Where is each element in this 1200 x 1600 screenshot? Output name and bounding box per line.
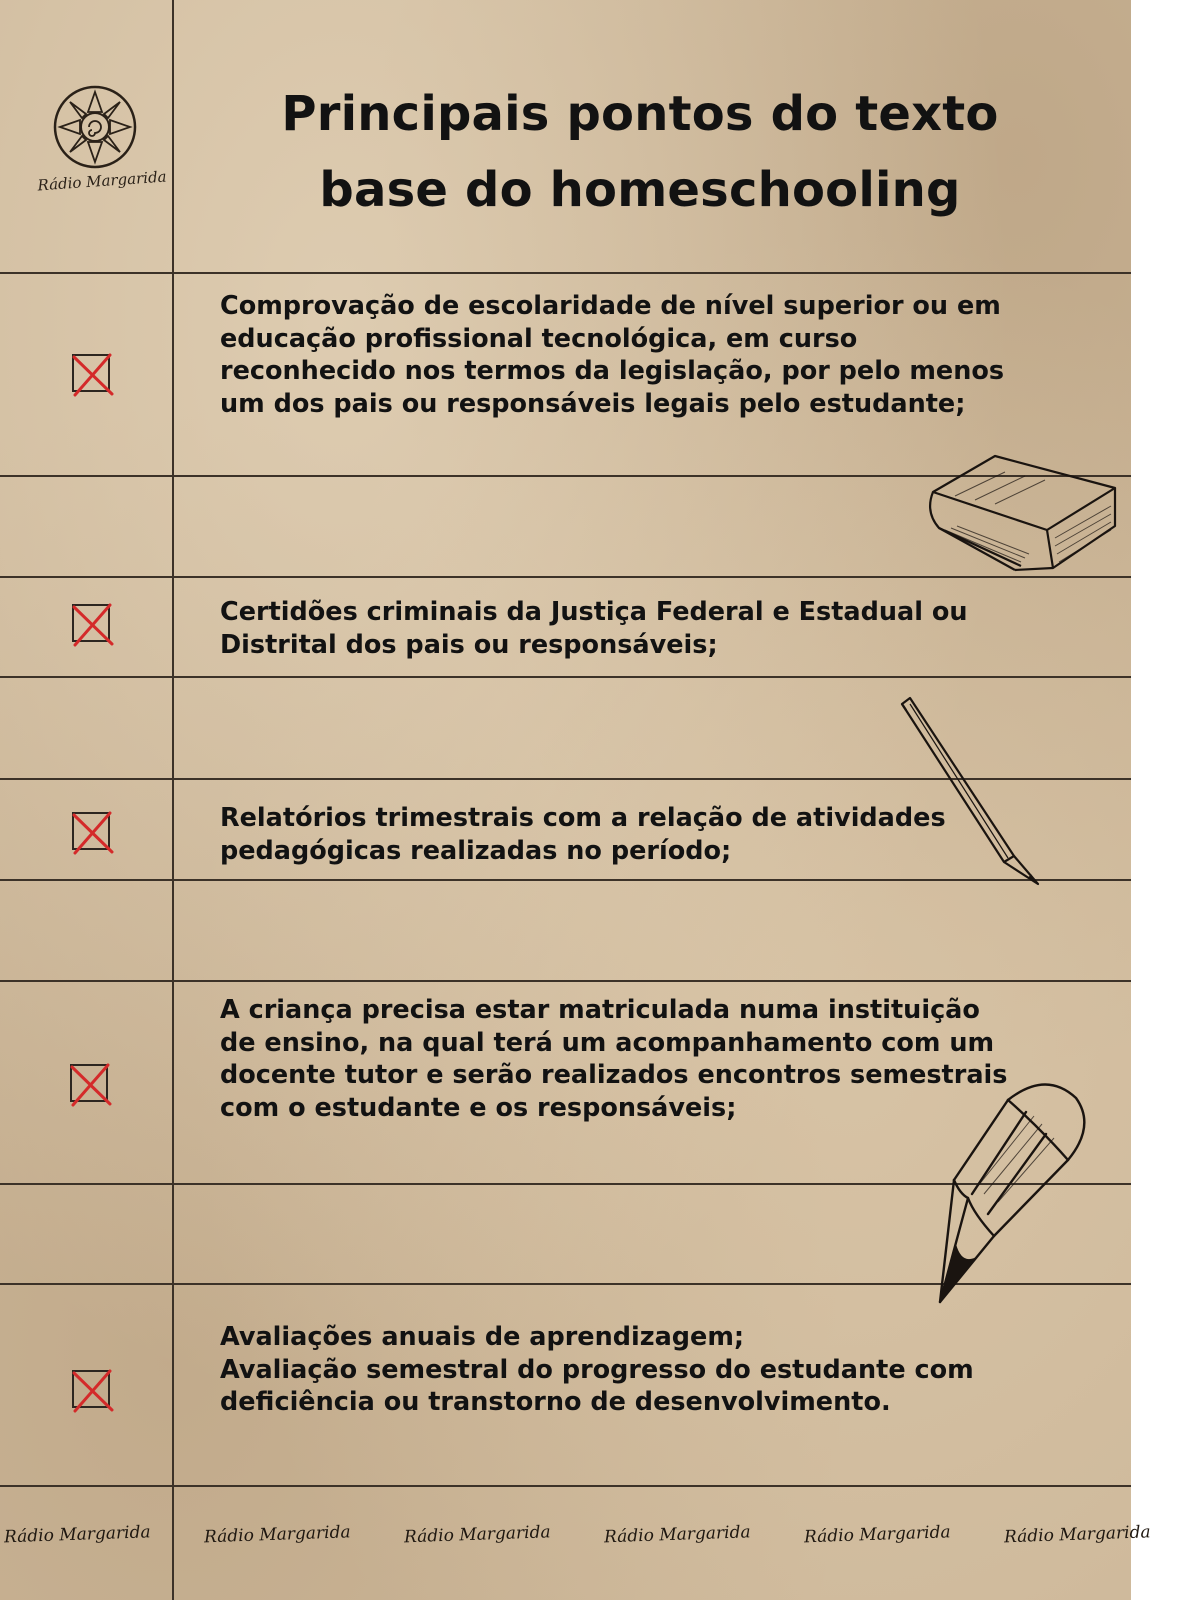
checked-box-icon xyxy=(68,1062,114,1108)
list-item-line: Avaliação semestral do progresso do estudante com deficiência ou transtorno de desenvolvimento. xyxy=(220,1354,974,1417)
brand-logo xyxy=(14,84,169,204)
rule-line xyxy=(0,676,1131,678)
footer-brand: Rádio Margarida xyxy=(3,1522,151,1548)
footer-brand: Rádio Margarida xyxy=(803,1522,951,1548)
list-item: A criança precisa estar matriculada numa instituição de ensino, na qual terá um acompanhamento com um docente tutor e serão realizados encontros semestrais com o estudante e os responsáveis; xyxy=(220,995,1008,1123)
list-item: Relatórios trimestrais com a relação de atividades pedagógicas realizadas no período; xyxy=(220,803,946,866)
list-item: Comprovação de escolaridade de nível superior ou em educação profissional tecnológica, em curso reconhecido nos termos da legislação, por pelo menos um dos pais ou responsáveis legais pelo estudante; xyxy=(220,291,1005,419)
checked-box-icon xyxy=(70,352,116,398)
title-line-2: base do homeschooling xyxy=(319,162,961,218)
footer-brand: Rádio Margarida xyxy=(1003,1522,1151,1548)
title-line-1: Principais pontos do texto xyxy=(281,86,999,142)
footer-brand: Rádio Margarida xyxy=(403,1522,551,1548)
checked-box-icon xyxy=(70,1368,116,1414)
page-title xyxy=(200,76,1080,228)
book-icon xyxy=(925,452,1120,578)
list-item-line: Avaliações anuais de aprendizagem; xyxy=(220,1322,745,1352)
margin-rule xyxy=(172,0,174,1600)
rule-line xyxy=(0,980,1131,982)
footer-brand: Rádio Margarida xyxy=(203,1522,351,1548)
pencil-icon xyxy=(900,696,1045,890)
checked-box-icon xyxy=(70,810,116,856)
pencil-tip-icon xyxy=(938,1076,1098,1308)
rule-line xyxy=(0,1485,1131,1487)
list-item xyxy=(220,1321,1020,1419)
sun-flower-logo-icon xyxy=(52,84,138,170)
logo-text: Rádio Margarida xyxy=(36,167,168,195)
checked-box-icon xyxy=(70,602,116,648)
list-item: Certidões criminais da Justiça Federal e Estadual ou Distrital dos pais ou responsáveis; xyxy=(220,597,968,660)
footer-brand: Rádio Margarida xyxy=(603,1522,751,1548)
footer-brand-strip xyxy=(0,1522,1151,1568)
rule-line xyxy=(0,272,1131,274)
